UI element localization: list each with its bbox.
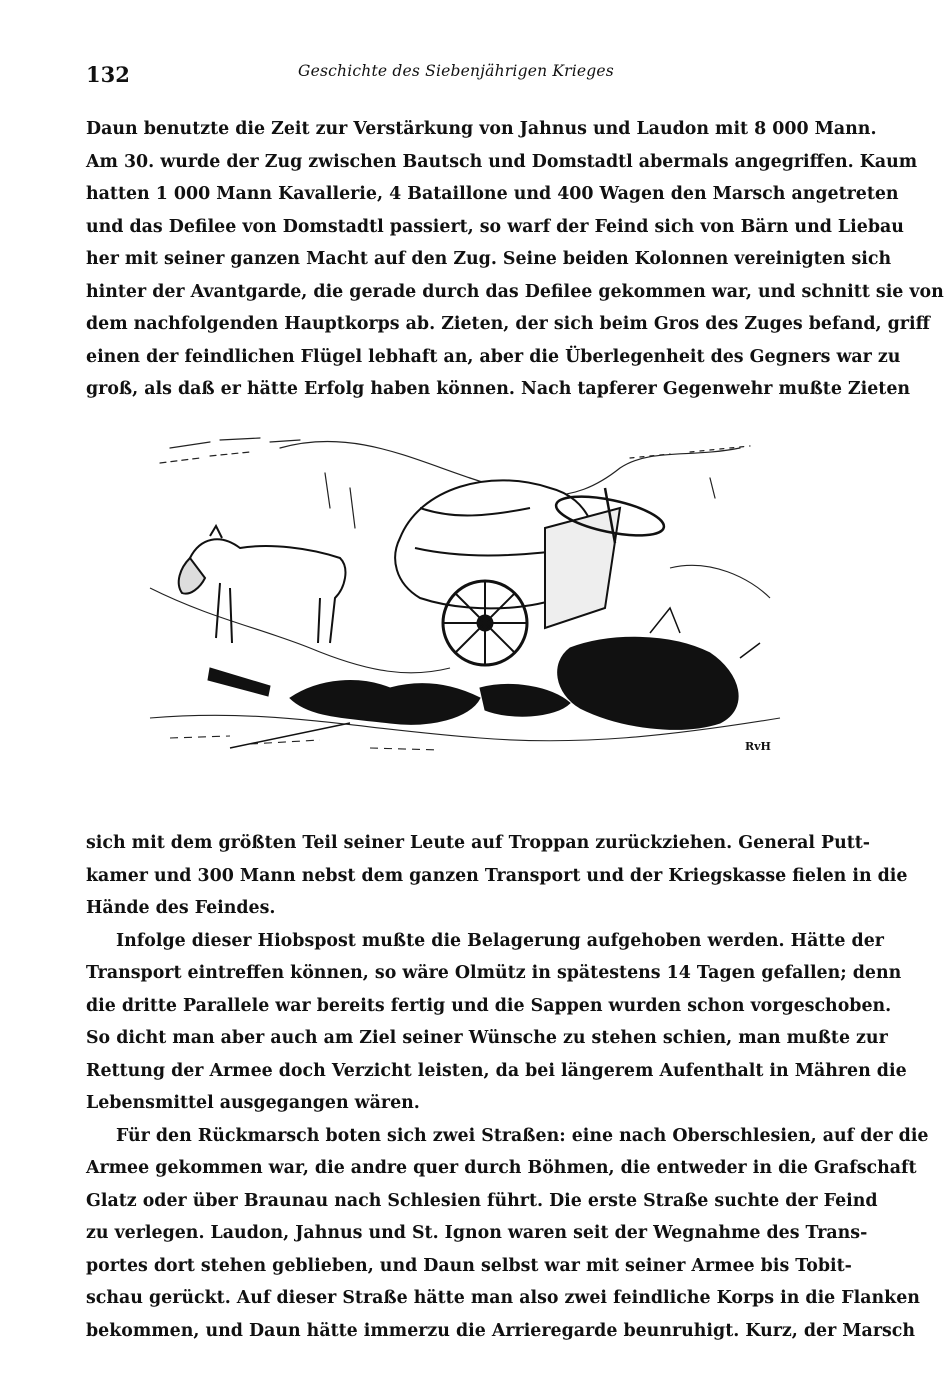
text-line: Glatz oder über Braunau nach Schlesien führt. Die erste Straße suchte der Feind	[86, 1190, 878, 1211]
text-line: Hände des Feindes.	[86, 898, 276, 918]
text-line: Daun benutzte die Zeit zur Verstärkung von Jahnus und Laudon mit 8 000 Mann.	[86, 119, 877, 139]
text-line: und das Defilee von Domstadtl passiert, so warf der Feind sich von Bärn und Liebau	[86, 216, 904, 237]
paragraph-1	[86, 827, 908, 925]
text-line: hinter der Avantgarde, die gerade durch das Defilee gekommen war, und schnitt sie von	[86, 281, 944, 302]
battle-illustration	[150, 418, 780, 768]
artist-signature: RvH	[745, 740, 771, 753]
text-line: hatten 1 000 Mann Kavallerie, 4 Bataillone und 400 Wagen den Marsch angetreten	[86, 184, 899, 204]
text-line: dem nachfolgenden Hauptkorps ab. Zieten, der sich beim Gros des Zuges befand, griff	[86, 314, 930, 334]
text-line: schau gerückt. Auf dieser Straße hätte man also zwei feindliche Korps in die Flanken	[86, 1288, 920, 1308]
paragraph-3	[86, 1120, 929, 1348]
page-header	[86, 58, 826, 88]
text-line: einen der feindlichen Flügel lebhaft an, aber die Überlegenheit des Gegners war zu	[86, 346, 901, 367]
text-line: zu verlegen. Laudon, Jahnus und St. Ignon waren seit der Wegnahme des Trans-	[86, 1223, 868, 1243]
text-line: groß, als daß er hätte Erfolg haben können. Nach tapferer Gegenwehr mußte Zieten	[86, 379, 911, 399]
text-line: Am 30. wurde der Zug zwischen Bautsch und Domstadtl abermals angegriffen. Kaum	[86, 151, 918, 172]
text-line: So dicht man aber auch am Ziel seiner Wünsche zu stehen schien, man mußte zur	[86, 1028, 888, 1048]
top-paragraph	[86, 113, 944, 406]
text-line: Transport eintreffen können, so wäre Olmütz in spätestens 14 Tagen gefallen; denn	[86, 963, 902, 983]
text-line: Armee gekommen war, die andre quer durch Böhmen, die entweder in die Grafschaft	[86, 1158, 917, 1178]
text-line: Für den Rückmarsch boten sich zwei Straßen: eine nach Oberschlesien, auf der die	[116, 1125, 929, 1146]
text-line: sich mit dem größten Teil seiner Leute auf Troppan zurückziehen. General Putt-	[86, 833, 871, 853]
text-line: die dritte Parallele war bereits fertig und die Sappen wurden schon vorgeschoben.	[86, 995, 892, 1016]
page-number: 132	[86, 62, 130, 87]
text-line: portes dort stehen geblieben, und Daun selbst war mit seiner Armee bis Tobit-	[86, 1255, 852, 1276]
text-line: Infolge dieser Hiobspost mußte die Belagerung aufgehoben werden. Hätte der	[116, 930, 884, 951]
paragraph-2	[86, 925, 907, 1120]
text-line: Rettung der Armee doch Verzicht leisten, da bei längerem Aufenthalt in Mähren die	[86, 1060, 907, 1081]
bottom-text	[86, 827, 929, 1347]
text-line: Lebensmittel ausgegangen wären.	[86, 1093, 420, 1113]
text-line: her mit seiner ganzen Macht auf den Zug. Seine beiden Kolonnen vereinigten sich	[86, 249, 892, 269]
text-line: bekommen, und Daun hätte immerzu die Arrieregarde beunruhigt. Kurz, der Marsch	[86, 1320, 916, 1341]
text-line: kamer und 300 Mann nebst dem ganzen Transport und der Kriegskasse fielen in die	[86, 865, 908, 886]
running-title: Geschichte des Siebenjährigen Krieges	[298, 62, 614, 80]
